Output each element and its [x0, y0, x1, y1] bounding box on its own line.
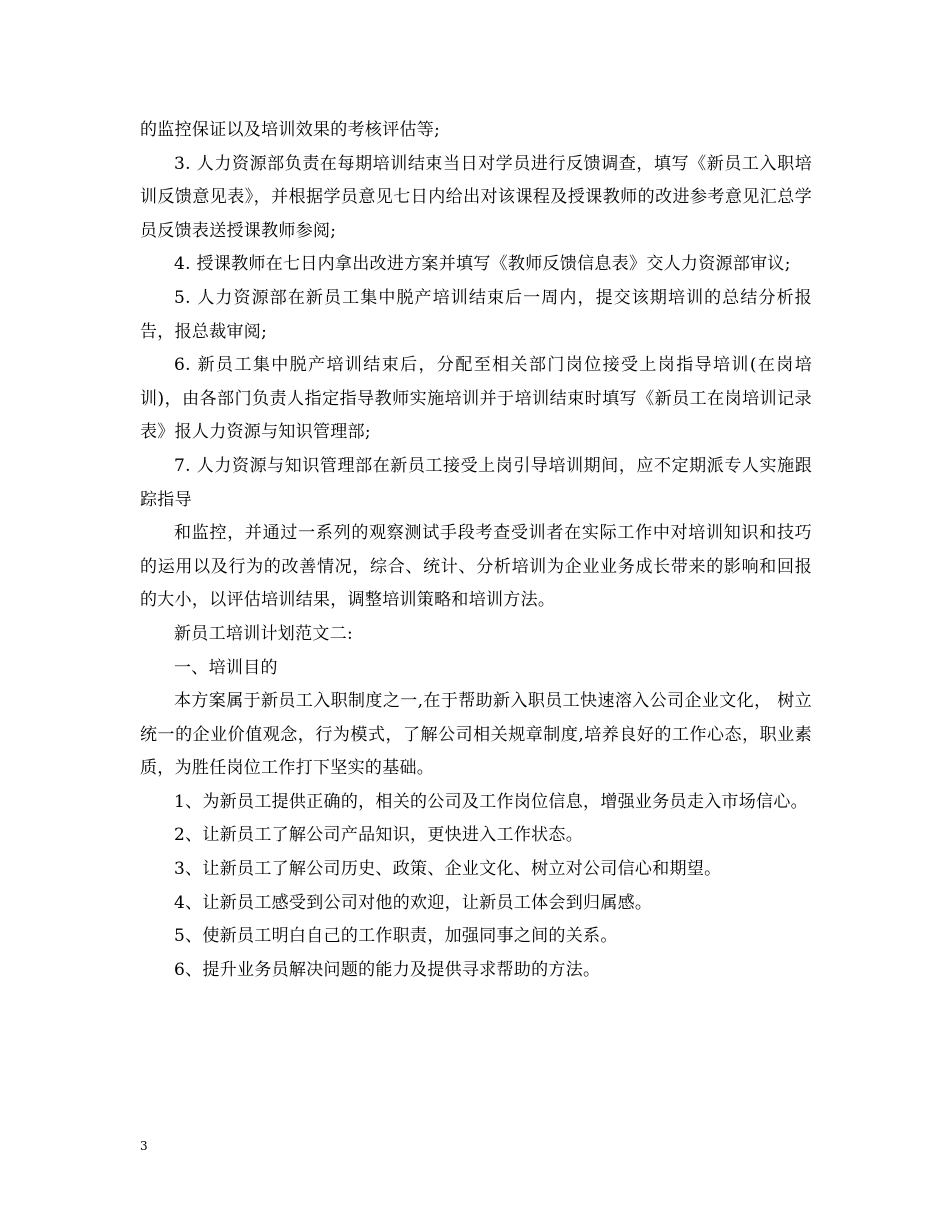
list-item: 5、使新员工明白自己的工作职责，加强同事之间的关系。	[174, 926, 618, 947]
paragraph: 6. 新员工集中脱产培训结束后，分配至相关部门岗位接受上岗指导培训(在岗培训)，由各部门负责人指定指导教师实施培训并于培训结束时填写《新员工在岗培训记录表》报人力资源与知识管理部;	[140, 355, 812, 443]
paragraph: 4. 授课教师在七日内拿出改进方案并填写《教师反馈信息表》交人力资源部审议;	[174, 254, 791, 275]
paragraph: 和监控，并通过一系列的观察测试手段考查受训者在实际工作中对培训知识和技巧的运用以及行为的改善情况，综合、统计、分析培训为企业业务成长带来的影响和回报的大小，以评估培训结果，调整培训策略和培训方法。	[140, 523, 812, 611]
paragraph: 3. 人力资源部负责在每期培训结束当日对学员进行反馈调查，填写《新员工入职培训反馈意见表》，并根据学员意见七日内给出对该课程及授课教师的改进参考意见汇总学员反馈表送授课教师参阅;	[140, 153, 812, 241]
list-item: 1、为新员工提供正确的，相关的公司及工作岗位信息，增强业务员走入市场信心。	[174, 791, 808, 812]
list-item: 4、让新员工感受到公司对他的欢迎，让新员工体会到归属感。	[174, 892, 653, 913]
paragraph: 本方案属于新员工入职制度之一,在于帮助新入职员工快速溶入公司企业文化， 树立统一的企业价值观念，行为模式，了解公司相关规章制度,培养良好的工作心态，职业素质，为胜任岗位工作打下坚实的基础。	[140, 691, 812, 779]
section-heading: 一、培训目的	[174, 657, 278, 678]
paragraph: 的监控保证以及培训效果的考核评估等;	[140, 120, 441, 140]
page-number: 3	[140, 1139, 148, 1153]
list-item: 6、提升业务员解决问题的能力及提供寻求帮助的方法。	[174, 959, 601, 980]
list-item: 2、让新员工了解公司产品知识，更快进入工作状态。	[174, 825, 584, 846]
list-item: 3、让新员工了解公司历史、政策、企业文化、树立对公司信心和期望。	[174, 859, 722, 880]
paragraph: 7. 人力资源与知识管理部在新员工接受上岗引导培训期间，应不定期派专人实施跟踪指导	[140, 455, 812, 510]
document-body	[140, 114, 812, 987]
paragraph: 5. 人力资源部在新员工集中脱产培训结束后一周内，提交该期培训的总结分析报告，报总裁审阅;	[140, 287, 812, 342]
section-heading: 新员工培训计划范文二:	[174, 623, 354, 644]
